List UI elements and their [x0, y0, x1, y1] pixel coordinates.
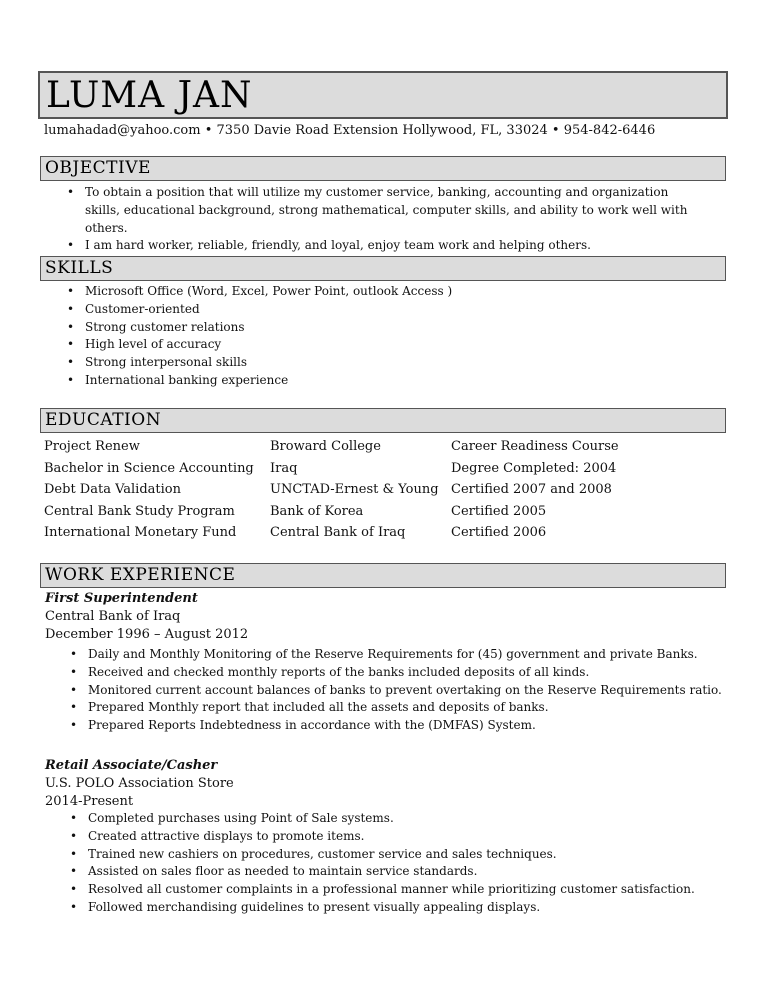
job-company: Central Bank of Iraq [45, 609, 181, 624]
job-dates: December 1996 – August 2012 [45, 627, 249, 642]
job-duty: • Daily and Monthly Monitoring of the Reserve Requirements for (45) government and private Banks. [70, 646, 722, 664]
work-heading: WORK EXPERIENCE [45, 565, 236, 585]
job-title: Retail Associate/Casher [45, 758, 218, 773]
result-cell: Certified 2005 [451, 503, 547, 519]
skill-item: • Customer-oriented [67, 301, 452, 319]
result-cell: Certified 2007 and 2008 [451, 482, 612, 498]
objective-item: • To obtain a position that will utilize my customer service, banking, accounting and organization skills, educational background, strong mathematical, computer skills, and ability to work well with others. [67, 184, 705, 237]
job-duties-list [70, 646, 722, 735]
job-duty: • Received and checked monthly reports of the banks included deposits of all kinds. [70, 664, 722, 682]
skills-list [67, 283, 452, 390]
job-company: U.S. POLO Association Store [45, 776, 234, 791]
education-table [44, 436, 619, 544]
objective-heading-bar [40, 156, 726, 181]
job-duties-list [70, 810, 695, 917]
name-banner [38, 71, 728, 119]
job-header [45, 757, 234, 811]
result-cell: Career Readiness Course [451, 439, 619, 455]
education-row [44, 479, 619, 501]
objective-item: • I am hard worker, reliable, friendly, and loyal, enjoy team work and helping others. [67, 237, 705, 255]
institution-cell: Central Bank of Iraq [270, 525, 406, 541]
job-duty: • Prepared Monthly report that included all the assets and deposits of banks. [70, 699, 722, 717]
program-cell: Project Renew [44, 439, 140, 455]
program-cell: Debt Data Validation [44, 482, 181, 498]
institution-cell: UNCTAD-Ernest & Young [270, 482, 439, 498]
institution-cell: Bank of Korea [270, 503, 364, 519]
applicant-name: LUMA JAN [46, 75, 253, 116]
job-duty: • Completed purchases using Point of Sale systems. [70, 810, 695, 828]
skill-item: • Strong customer relations [67, 319, 452, 337]
objective-heading: OBJECTIVE [45, 158, 151, 178]
education-row [44, 501, 619, 523]
work-heading-bar [40, 563, 726, 588]
result-cell: Certified 2006 [451, 525, 547, 541]
job-duty: • Assisted on sales floor as needed to maintain service standards. [70, 863, 695, 881]
education-heading: EDUCATION [45, 410, 162, 430]
skill-item: • Microsoft Office (Word, Excel, Power Point, outlook Access ) [67, 283, 452, 301]
job-duty: • Created attractive displays to promote items. [70, 828, 695, 846]
program-cell: Bachelor in Science Accounting [44, 460, 254, 476]
skill-item: • International banking experience [67, 372, 452, 390]
job-header [45, 590, 248, 644]
result-cell: Degree Completed: 2004 [451, 460, 617, 476]
education-row [44, 522, 619, 544]
skill-item: • High level of accuracy [67, 336, 452, 354]
skills-heading: SKILLS [45, 258, 114, 278]
contact-line: lumahadad@yahoo.com • 7350 Davie Road Extension Hollywood, FL, 33024 • 954-842-6446 [44, 123, 656, 138]
institution-cell: Iraq [270, 460, 298, 476]
job-duty: • Resolved all customer complaints in a professional manner while prioritizing customer satisfaction. [70, 881, 695, 899]
job-duty: • Trained new cashiers on procedures, customer service and sales techniques. [70, 846, 695, 864]
skill-item: • Strong interpersonal skills [67, 354, 452, 372]
skills-heading-bar [40, 256, 726, 281]
program-cell: International Monetary Fund [44, 525, 237, 541]
objective-list [67, 184, 705, 255]
job-duty: • Followed merchandising guidelines to present visually appealing displays. [70, 899, 695, 917]
institution-cell: Broward College [270, 439, 381, 455]
job-duty: • Monitored current account balances of banks to prevent overtaking on the Reserve Requirements ratio. [70, 682, 722, 700]
education-heading-bar [40, 408, 726, 433]
job-title: First Superintendent [45, 591, 198, 606]
education-row [44, 436, 619, 458]
program-cell: Central Bank Study Program [44, 503, 235, 519]
job-duty: • Prepared Reports Indebtedness in accordance with the (DMFAS) System. [70, 717, 722, 735]
job-dates: 2014-Present [45, 794, 134, 809]
education-row [44, 458, 619, 480]
